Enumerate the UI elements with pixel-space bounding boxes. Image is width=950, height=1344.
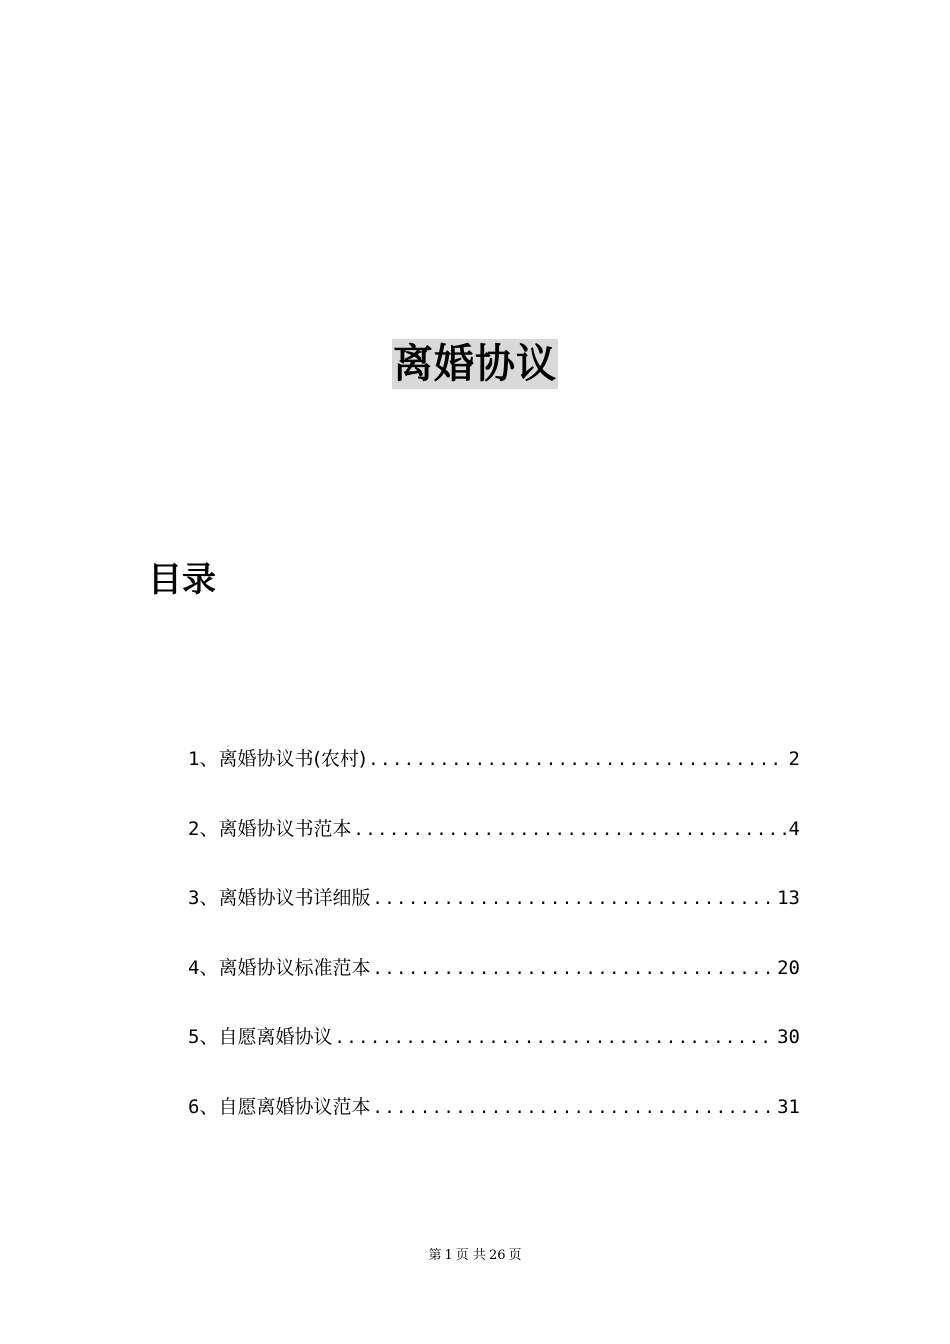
toc-entry-title: 离婚协议标准范本 — [218, 956, 371, 979]
toc-entry-title: 自愿离婚协议范本 — [218, 1095, 371, 1118]
toc-entry-3[interactable] — [188, 879, 800, 949]
toc-entry-title: 离婚协议书范本 — [218, 817, 352, 840]
toc-entry-number: 5 — [188, 1026, 200, 1049]
toc-dot-leader — [372, 950, 774, 988]
toc-dot-leader — [372, 1089, 774, 1127]
toc-entry-separator: 、 — [199, 817, 219, 840]
toc-entry-title: 离婚协议书详细版 — [218, 887, 371, 910]
toc-entry-title: 自愿离婚协议 — [218, 1026, 333, 1049]
toc-entry-number: 3 — [188, 887, 200, 910]
toc-entry-number: 2 — [188, 817, 200, 840]
toc-entry-page: 31 — [777, 1095, 800, 1118]
toc-entry-separator: 、 — [199, 1095, 219, 1118]
toc-entry-title: 离婚协议书(农村) — [218, 748, 367, 770]
toc-entry-2[interactable] — [188, 810, 800, 880]
toc-dot-leader — [372, 880, 774, 918]
toc-entry-1[interactable] — [188, 740, 800, 810]
toc-entry-page: 30 — [777, 1026, 800, 1049]
toc-entry-5[interactable] — [188, 1018, 800, 1088]
document-title — [0, 339, 950, 389]
toc-dot-leader — [368, 741, 785, 779]
footer-middle: 页 共 — [455, 1248, 486, 1263]
toc-dot-leader — [353, 811, 785, 849]
footer-current-page: 1 — [444, 1248, 453, 1263]
toc-entry-separator: 、 — [199, 956, 219, 979]
toc-entry-number: 6 — [188, 1095, 200, 1118]
toc-entry-separator: 、 — [199, 887, 219, 910]
toc-entry-number: 4 — [188, 956, 200, 979]
toc-entry-separator: 、 — [199, 748, 219, 770]
footer-total-pages: 26 — [488, 1248, 506, 1263]
document-title-text: 离婚协议 — [393, 341, 557, 387]
page-footer — [0, 1247, 950, 1265]
toc-entry-separator: 、 — [199, 1026, 219, 1049]
toc-heading: 目录 — [148, 560, 216, 600]
footer-prefix: 第 — [428, 1248, 442, 1263]
toc-entry-6[interactable] — [188, 1088, 800, 1158]
toc-entry-4[interactable] — [188, 949, 800, 1019]
toc-dot-leader — [334, 1019, 774, 1057]
footer-suffix: 页 — [508, 1248, 522, 1263]
toc-entry-page: 2 — [788, 748, 800, 770]
toc-entry-number: 1 — [188, 748, 200, 770]
table-of-contents — [188, 740, 800, 1158]
toc-entry-page: 20 — [777, 956, 800, 979]
toc-entry-page: 4 — [788, 817, 800, 840]
toc-entry-page: 13 — [777, 887, 800, 910]
